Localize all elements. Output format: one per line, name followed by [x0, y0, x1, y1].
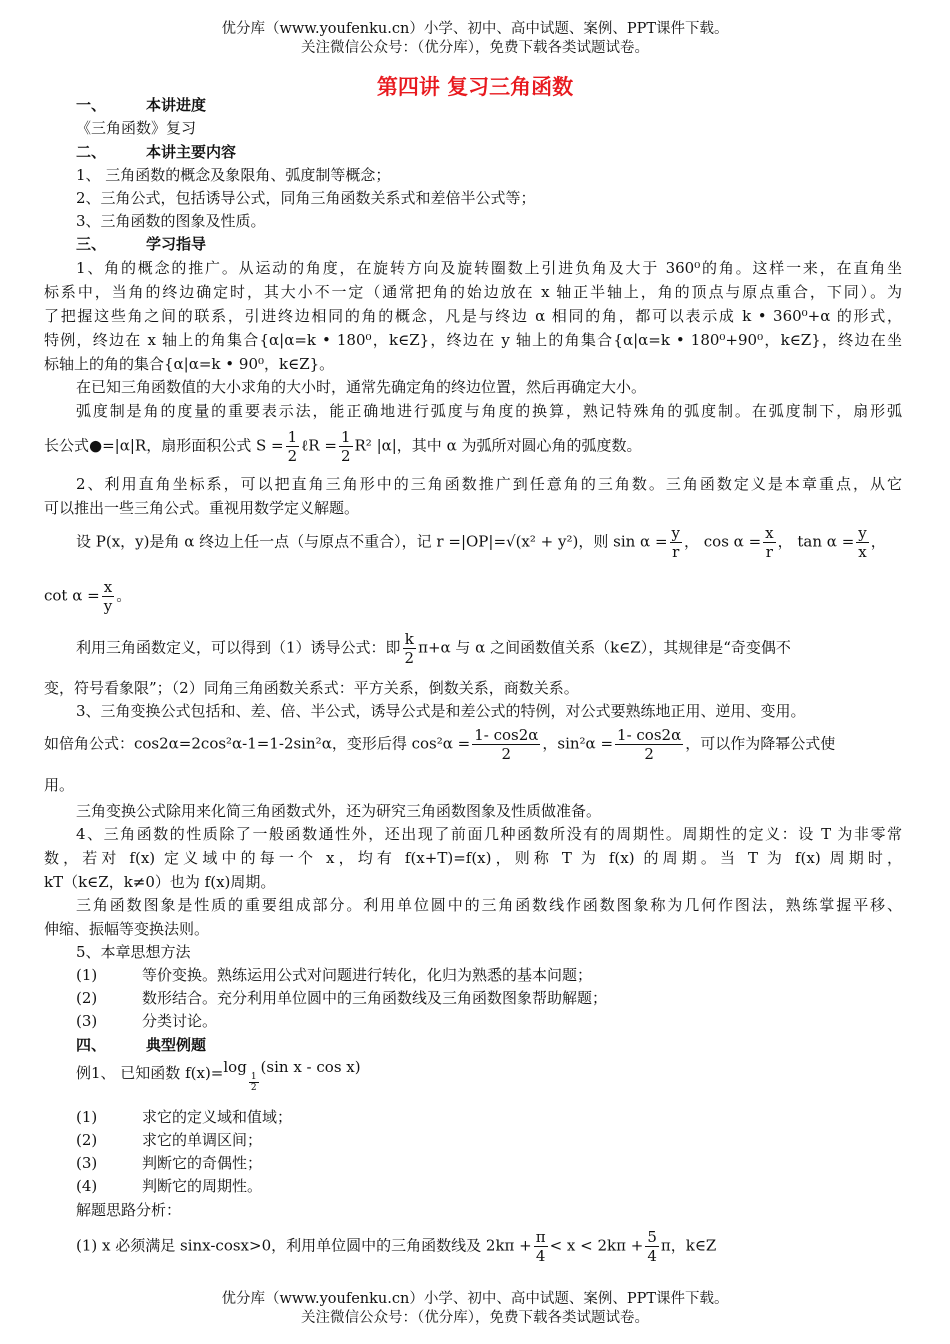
section-4-title: 典型例题: [146, 1036, 207, 1054]
list-number: (1): [76, 1108, 98, 1126]
fraction-numerator: 1- cos2α: [474, 726, 539, 744]
list-text: 等价变换。熟练运用公式对问题进行转化，化归为熟悉的基本问题；: [142, 966, 593, 984]
list-text: 判断它的奇偶性；: [142, 1154, 263, 1172]
solution-text-1: (1) x 必须满足 sinx-cosx>0，利用单位圆中的三角函数线及 2kπ +: [76, 1236, 532, 1255]
list-text: 分类讨论。: [142, 1012, 218, 1030]
fraction-denominator: 2: [404, 649, 415, 667]
paragraph-line: 在已知三角函数值的大小求角的大小时，通常先确定角的终边位置，然后再确定大小。: [76, 378, 647, 396]
list-number: (3): [76, 1012, 98, 1030]
fraction-denominator: 2: [250, 1082, 257, 1093]
list-number: (4): [76, 1177, 98, 1195]
fraction-numerator: y: [858, 524, 867, 542]
paragraph-line: 2、利用直角坐标系，可以把直角三角形中的三角函数推广到任意角的三角数。三角函数定义是本章重点，从它: [76, 475, 902, 493]
list-number: (2): [76, 1131, 98, 1149]
section-2-heading: [76, 141, 236, 162]
section-4-heading: [76, 1034, 206, 1055]
fraction-half: [286, 428, 300, 465]
fraction-y-r: [670, 524, 682, 561]
fraction-k-2: [403, 630, 417, 667]
sin-label: sin α =: [613, 532, 668, 551]
solution-text-3: π，k∈Z: [660, 1236, 717, 1255]
double-angle-line: [44, 726, 835, 763]
list-text: 数形结合。充分利用单位圆中的三角函数线及三角函数图象帮助解题；: [142, 989, 608, 1007]
paragraph-line: 用。: [44, 776, 75, 794]
period-mark: 。: [116, 586, 132, 605]
log-base-fraction: [249, 1072, 259, 1093]
double-angle-text-3: ，可以作为降幂公式使: [685, 734, 836, 753]
paragraph-line: 标轴上的角的集合{α|α=k • 90⁰，k∈Z}。: [44, 355, 335, 373]
double-angle-text-2: ，sin²α =: [542, 734, 614, 753]
fraction-numerator: 5: [647, 1228, 657, 1246]
paragraph-line: 伸缩、振幅等变换法则。: [44, 920, 210, 938]
section-1-title: 本讲进度: [146, 96, 207, 114]
section-2-number: 二、: [76, 143, 107, 161]
paragraph-line: 三角函数图象是性质的重要组成部分。利用单位圆中的三角函数线作函数图象称为几何作图法，熟练掌握平移、: [76, 896, 902, 914]
fraction-numerator: 1: [340, 428, 351, 446]
fraction-denominator: y: [103, 597, 113, 615]
paragraph-line: 数，若对 f(x) 定义域中的每一个 x，均有 f(x+T)=f(x)，则称 T 为 f(x) 的周期。当 T 为 f(x) 周期时，: [44, 849, 902, 867]
list-number: (1): [76, 966, 98, 984]
fraction-denominator: r: [765, 543, 773, 561]
trig-definition-line: 设 P(x，y)是角 α 终边上任一点（与原点不重合），记 r =|OP|=√(x² + y²)，则 sin α = $\frac{y}{r}$ ， cos α = $\frac{x}{r}$ ， tan α = $\frac{y}{x}$ ，: [76, 524, 886, 561]
fraction-denominator: x: [858, 543, 867, 561]
section-2-title: 本讲主要内容: [146, 143, 237, 161]
fraction-numerator: 1- cos2α: [617, 726, 682, 744]
cot-label: cot α =: [44, 586, 100, 605]
paragraph-line: 3、三角变换公式包括和、差、倍、半公式，诱导公式是和差公式的特例，对公式要熟练地正用、逆用、变用。: [76, 702, 806, 720]
section-1-number: 一、: [76, 96, 107, 114]
arc-text-3: R² |α|，其中 α 为弧所对圆心角的弧度数。: [354, 436, 642, 455]
induction-text-2: π+α 与 α 之间函数值关系（k∈Z），其规律是“奇变偶不: [418, 638, 791, 657]
fraction-denominator: 2: [340, 447, 351, 465]
fraction-numerator: x: [765, 524, 774, 542]
section-4-number: 四、: [76, 1036, 107, 1054]
fraction-denominator: 4: [535, 1247, 546, 1265]
formula-line-arc: [44, 428, 641, 465]
fraction-numerator: x: [102, 578, 114, 597]
fraction-numerator: y: [671, 524, 680, 542]
fraction-numerator: k: [403, 630, 417, 649]
fraction-numerator: 1: [287, 428, 298, 446]
arc-text-1: 长公式●=|α|R，扇形面积公式 S =: [44, 436, 284, 455]
section-3-heading: [76, 233, 206, 254]
paragraph-line: 4、三角函数的性质除了一般函数通性外，还出现了前面几种函数所没有的周期性。周期性的定义：设 T 为非零常: [76, 825, 902, 843]
paragraph-line: 1、角的概念的推广。从运动的角度，在旋转方向及旋转圈数上引进负角及大于 360⁰的角。这样一来，在直角坐: [76, 259, 902, 277]
list-item: [76, 1175, 262, 1196]
paragraph-line: 变，符号看象限”；（2）同角三角函数关系式：平方关系，倒数关系，商数关系。: [44, 679, 579, 697]
fraction-denominator: r: [672, 543, 680, 561]
section-3-title: 学习指导: [146, 235, 207, 253]
section-3-number: 三、: [76, 235, 107, 253]
fraction-denominator: 2: [644, 745, 654, 763]
list-item: [76, 987, 607, 1008]
fraction-cos-square: [472, 726, 540, 763]
fraction-numerator: 1: [250, 1071, 257, 1082]
cos-label: cos α =: [703, 532, 762, 551]
fraction-denominator: 2: [501, 745, 512, 763]
list-text: 求它的定义域和值域；: [142, 1108, 293, 1126]
paragraph-line: 可以推出一些三角公式。重视用数学定义解题。: [44, 499, 360, 517]
paragraph-line: 标系中，当角的终边确定时，其大小不一定（通常把角的始边放在 x 轴正半轴上，角的顶点与原点重合，下同）。为: [44, 283, 902, 301]
cot-definition-line: [44, 578, 131, 615]
induction-text-1: 利用三角函数定义，可以得到（1）诱导公式：即: [76, 638, 401, 657]
list-item: 3、三角函数的图象及性质。: [76, 212, 266, 230]
log-argument: (sin x - cos x): [260, 1058, 361, 1076]
fraction-pi-4: [534, 1228, 548, 1265]
fraction-y-x: [856, 524, 868, 561]
fraction-half: [339, 428, 353, 465]
section-1-body: 《三角函数》复习: [76, 119, 197, 137]
paragraph-line: 5、本章思想方法: [76, 943, 191, 961]
list-item: [76, 1010, 217, 1031]
fraction-sin-square: [615, 726, 683, 763]
page-title: 第四讲 复习三角函数: [376, 75, 574, 99]
list-number: (2): [76, 989, 98, 1007]
induction-line: [76, 630, 791, 667]
section-1-heading: [76, 94, 206, 115]
footer-line-1: 优分库（www.youfenku.cn）小学、初中、高中试题、案例、PPT课件下载。: [221, 1291, 729, 1307]
header-line-2: 关注微信公众号：（优分库），免费下载各类试题试卷。: [301, 40, 649, 56]
fraction-denominator: 4: [647, 1247, 657, 1265]
analysis-heading: 解题思路分析：: [76, 1201, 182, 1219]
list-item: 2、三角公式，包括诱导公式，同角三角函数关系式和差倍半公式等；: [76, 189, 536, 207]
fraction-numerator: π: [535, 1228, 546, 1246]
arc-text-2: ℓR =: [301, 436, 337, 455]
paragraph-line: 了把握这些角之间的联系，引进终边相同的角的概念，凡是与终边 α 相同的角，都可以表示成 k • 360⁰+α 的形式，: [44, 307, 902, 325]
solution-line: [76, 1228, 716, 1265]
footer-line-2: 关注微信公众号：（优分库），免费下载各类试题试卷。: [301, 1310, 649, 1326]
list-item: [76, 1152, 262, 1173]
list-text: 求它的单调区间；: [142, 1131, 263, 1149]
trig-def-text: 设 P(x，y)是角 α 终边上任一点（与原点不重合），记 r =|OP|=√(x² + y²)，则: [76, 532, 609, 551]
double-angle-text-1: 如倍角公式：cos2α=2cos²α-1=1-2sin²α，变形后得 cos²α =: [44, 734, 471, 753]
fraction-denominator: 2: [287, 447, 298, 465]
list-item: [76, 1129, 262, 1150]
fraction-x-r: [763, 524, 775, 561]
fraction-5-4: [645, 1228, 659, 1265]
list-item: [76, 1106, 292, 1127]
example-1-text: 例1、 已知函数 f(x)=: [76, 1064, 224, 1082]
list-number: (3): [76, 1154, 98, 1172]
paragraph-line: 三角变换公式除用来化简三角函数式外，还为研究三角函数图象及性质做准备。: [76, 802, 602, 820]
paragraph-line: 特例，终边在 x 轴上的角集合{α|α=k • 180⁰，k∈Z}，终边在 y 轴上的角集合{α|α=k • 180⁰+90⁰，k∈Z}，终边在坐: [44, 331, 902, 349]
solution-text-2: < x < 2kπ +: [549, 1236, 644, 1255]
list-item: [76, 964, 592, 985]
paragraph-line: kT（k∈Z，k≠0）也为 f(x)周期。: [44, 873, 276, 891]
paragraph-line: 弧度制是角的度量的重要表示法，能正确地进行弧度与角度的换算，熟记特殊角的弧度制。在弧度制下，扇形弧: [76, 402, 902, 420]
example-1-line: [76, 1058, 361, 1093]
tan-label: tan α =: [797, 532, 855, 551]
list-text: 判断它的周期性。: [142, 1177, 263, 1195]
fraction-x-y: [102, 578, 114, 615]
log-symbol: log: [223, 1058, 247, 1076]
header-line-1: 优分库（www.youfenku.cn）小学、初中、高中试题、案例、PPT课件下载。: [221, 21, 729, 37]
list-item: 1、 三角函数的概念及象限角、弧度制等概念；: [76, 166, 391, 184]
